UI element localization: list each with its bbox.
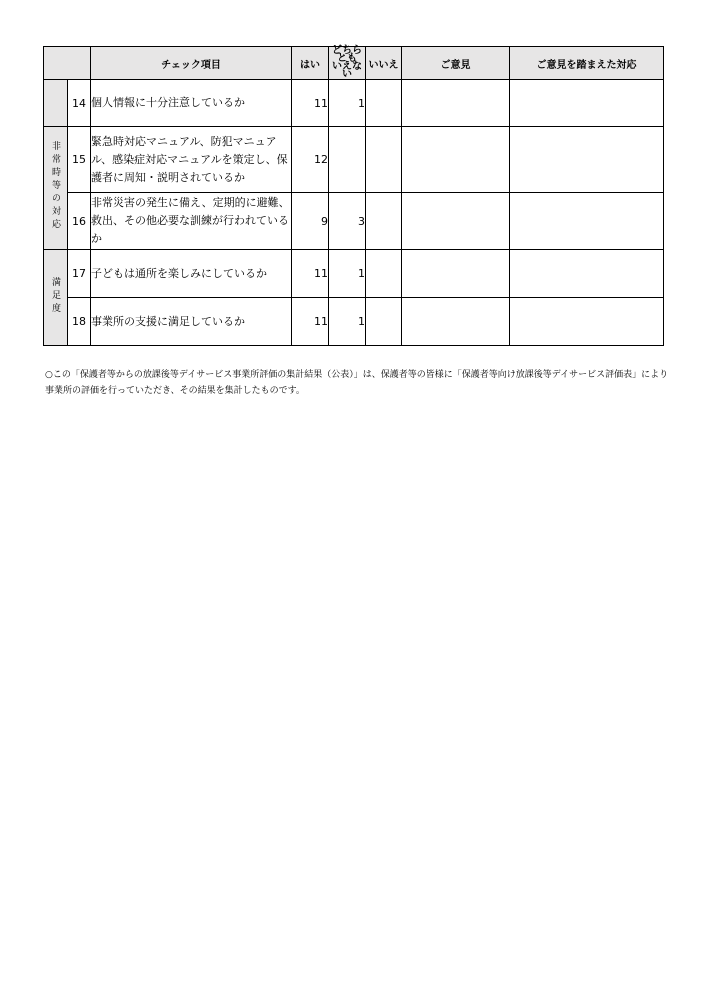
opinion-cell (402, 127, 510, 193)
neutral-count: 1 (329, 80, 366, 127)
item-text: 個人情報に十分注意しているか (91, 80, 292, 127)
header-response: ご意見を踏まえた対応 (510, 47, 664, 80)
no-count (366, 250, 402, 298)
item-text: 非常災害の発生に備え、定期的に避難、救出、その他必要な訓練が行われているか (91, 193, 292, 250)
category-emergency-label: 非常時等の対応 (50, 141, 60, 232)
table-row (44, 298, 664, 346)
neutral-count: 3 (329, 193, 366, 250)
opinion-cell (402, 298, 510, 346)
item-number: 15 (68, 127, 91, 193)
header-category (44, 47, 91, 80)
header-neutral-line1: どちらとも (332, 45, 362, 64)
response-cell (510, 250, 664, 298)
opinion-cell (402, 250, 510, 298)
category-cell-blank (44, 80, 68, 127)
yes-count: 9 (292, 193, 329, 250)
neutral-count (329, 127, 366, 193)
table-row (44, 193, 664, 250)
table-row (44, 127, 664, 193)
evaluation-table (43, 46, 664, 346)
footnote: ○この「保護者等からの放課後等デイサービス事業所評価の集計結果（公表）」は、保護者等の皆様に「保護者等向け放課後等デイサービス評価表」により事業所の評価を行っていただき、その結果を集計したものです。 (45, 370, 669, 396)
header-yes: はい (292, 47, 329, 80)
item-number: 16 (68, 193, 91, 250)
item-text: 緊急時対応マニュアル、防犯マニュアル、感染症対応マニュアルを策定し、保護者に周知・説明されているか (91, 127, 292, 193)
response-cell (510, 298, 664, 346)
item-number: 14 (68, 80, 91, 127)
response-cell (510, 127, 664, 193)
header-opinion: ご意見 (402, 47, 510, 80)
category-satisfaction-label: 満足度 (50, 276, 60, 316)
item-text: 子どもは通所を楽しみにしているか (91, 250, 292, 298)
table-row (44, 250, 664, 298)
category-emergency (44, 127, 68, 250)
opinion-cell (402, 193, 510, 250)
item-text: 事業所の支援に満足しているか (91, 298, 292, 346)
response-cell (510, 193, 664, 250)
header-neutral (329, 47, 366, 80)
yes-count: 11 (292, 80, 329, 127)
yes-count: 11 (292, 250, 329, 298)
no-count (366, 127, 402, 193)
table-row (44, 80, 664, 127)
yes-count: 12 (292, 127, 329, 193)
neutral-count: 1 (329, 250, 366, 298)
header-row (44, 47, 664, 80)
no-count (366, 193, 402, 250)
yes-count: 11 (292, 298, 329, 346)
no-count (366, 298, 402, 346)
item-number: 18 (68, 298, 91, 346)
category-satisfaction (44, 250, 68, 346)
neutral-count: 1 (329, 298, 366, 346)
header-check-item: チェック項目 (91, 47, 292, 80)
response-cell (510, 80, 664, 127)
header-no: いいえ (366, 47, 402, 80)
no-count (366, 80, 402, 127)
header-neutral-line2: いえない (332, 61, 362, 80)
opinion-cell (402, 80, 510, 127)
item-number: 17 (68, 250, 91, 298)
